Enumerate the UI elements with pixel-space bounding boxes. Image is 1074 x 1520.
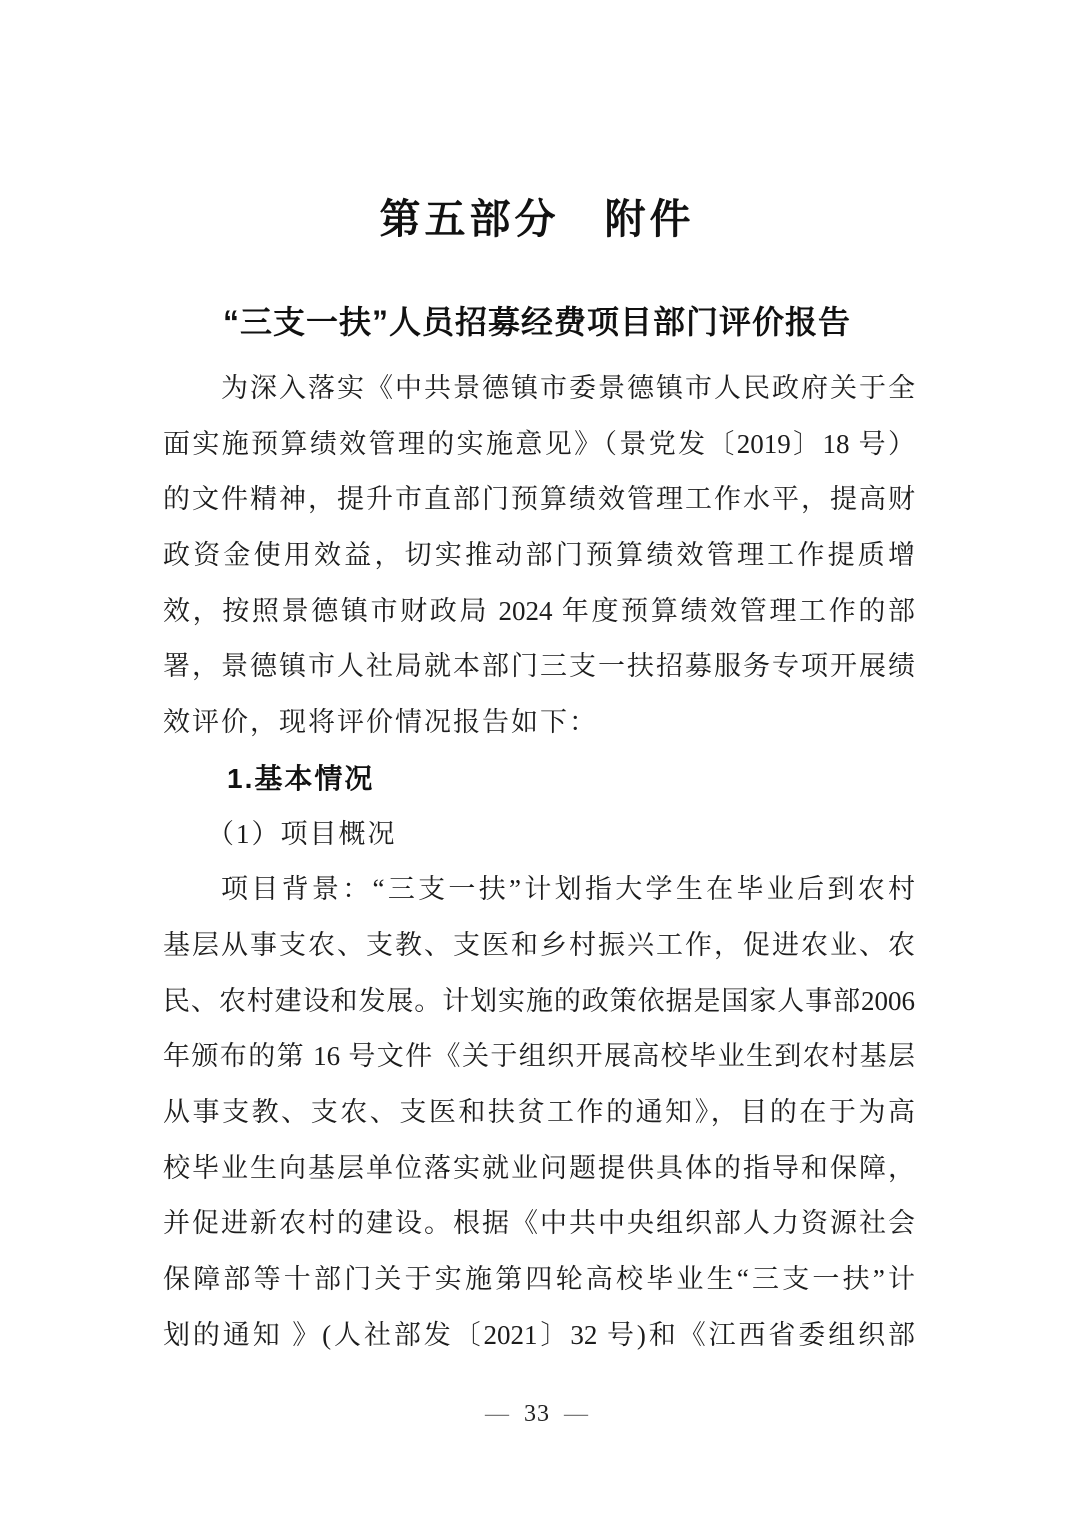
page-footer bbox=[0, 1401, 1074, 1428]
paragraph-1-line: 的文件精神，提升市直部门预算绩效管理工作水平，提高财 bbox=[163, 484, 915, 515]
paragraph-2-line: 并促进新农村的建设。根据《中共中央组织部人力资源社会 bbox=[163, 1208, 915, 1239]
report-title: “三支一扶”人员招募经费项目部门评价报告 bbox=[222, 304, 851, 340]
footer-dash-right: — bbox=[564, 1401, 589, 1427]
paragraph-1-line: 署，景德镇市人社局就本部门三支一扶招募服务专项开展绩 bbox=[163, 651, 915, 682]
section-title: 第五部分 附件 bbox=[379, 196, 695, 242]
document-body bbox=[163, 361, 915, 1363]
paragraph-1-line: 面实施预算绩效管理的实施意见》（景党发〔2019〕18 号） bbox=[163, 428, 915, 459]
paragraph-1-line: 政资金使用效益，切实推动部门预算绩效管理工作提质增 bbox=[163, 540, 915, 571]
footer-dash-left: — bbox=[485, 1401, 510, 1427]
paragraph-1-line: 为深入落实《中共景德镇市委景德镇市人民政府关于全 bbox=[221, 373, 915, 403]
paragraph-1-line: 效，按照景德镇市财政局 2024 年度预算绩效管理工作的部 bbox=[163, 595, 915, 626]
paragraph-2-line: 民、农村建设和发展。计划实施的政策依据是国家人事部2006 bbox=[163, 985, 915, 1016]
paragraph-2-line: 从事支教、支农、支医和扶贫工作的通知》，目的在于为高 bbox=[163, 1096, 915, 1127]
paragraph-2-line: 划的通知 》(人社部发〔2021〕32 号)和《江西省委组织部 bbox=[163, 1319, 915, 1350]
paragraph-2-line: 校毕业生向基层单位落实就业问题提供具体的指导和保障， bbox=[163, 1152, 915, 1183]
paragraph-2-line: 年颁布的第 16 号文件《关于组织开展高校毕业生到农村基层 bbox=[163, 1041, 915, 1072]
paragraph-1-line: 效评价，现将评价情况报告如下： bbox=[163, 707, 598, 738]
paragraph-2-line: 项目背景：“三支一扶”计划指大学生在毕业后到农村 bbox=[221, 874, 915, 905]
heading-project-overview: （1）项目概况 bbox=[207, 818, 397, 849]
heading-basic-situation: 1.基本情况 bbox=[227, 762, 375, 794]
page-number: 33 bbox=[524, 1401, 550, 1427]
paragraph-2-line: 保障部等十部门关于实施第四轮高校毕业生“三支一扶”计 bbox=[163, 1264, 915, 1294]
paragraph-2-line: 基层从事支农、支教、支医和乡村振兴工作，促进农业、农 bbox=[163, 929, 915, 960]
